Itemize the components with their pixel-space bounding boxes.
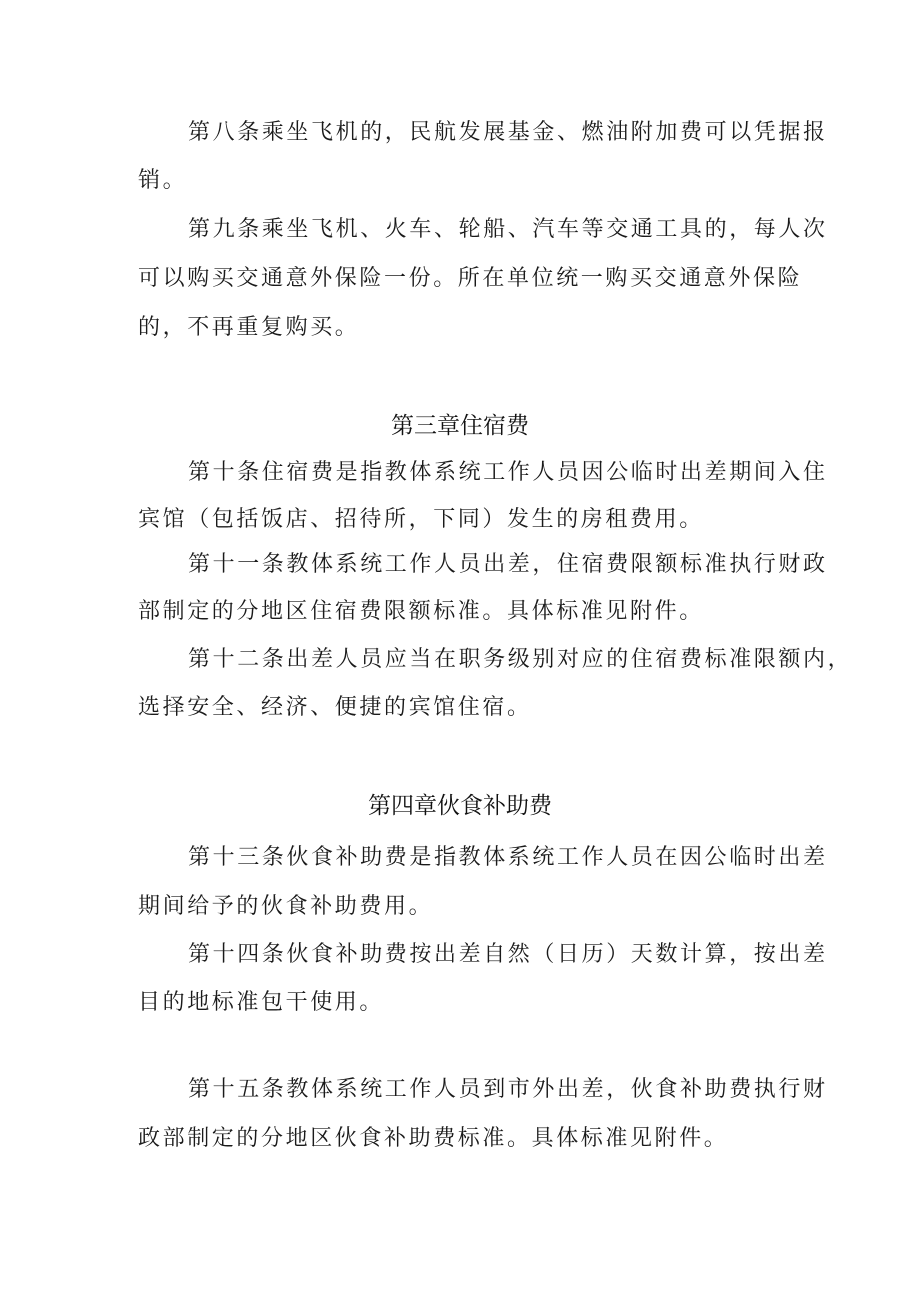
article-11-line-2: 部制定的分地区住宿费限额标准。具体标准见附件。 bbox=[138, 599, 704, 624]
article-15-line-2: 政部制定的分地区伙食补助费标准。具体标准见附件。 bbox=[138, 1126, 729, 1151]
article-15-line-1: 第十五条教体系统工作人员到市外出差，伙食补助费执行财 bbox=[188, 1077, 828, 1102]
chapter-3-title: 第三章住宿费 bbox=[391, 413, 529, 439]
article-9-line-1: 第九条乘坐飞机、火车、轮船、汽车等交通工具的，每人次 bbox=[188, 217, 828, 242]
chapter-4-title: 第四章伙食补助费 bbox=[368, 793, 552, 819]
article-14-line-1: 第十四条伙食补助费按出差自然（日历）天数计算，按出差 bbox=[188, 942, 828, 967]
article-8-line-2: 销。 bbox=[138, 168, 188, 193]
article-11-line-1: 第十一条教体系统工作人员出差，住宿费限额标准执行财政 bbox=[188, 552, 828, 577]
article-10-line-2: 宾馆（包括饭店、招待所，下同）发生的房租费用。 bbox=[138, 507, 704, 532]
article-10-line-1: 第十条住宿费是指教体系统工作人员因公临时出差期间入住 bbox=[188, 460, 828, 485]
article-13-line-2: 期间给予的伙食补助费用。 bbox=[138, 894, 434, 919]
article-12-line-1: 第十二条出差人员应当在职务级别对应的住宿费标准限额内， bbox=[188, 647, 853, 672]
article-12-line-2: 选择安全、经济、便捷的宾馆住宿。 bbox=[138, 695, 532, 720]
article-13-line-1: 第十三条伙食补助费是指教体系统工作人员在因公临时出差 bbox=[188, 845, 828, 870]
article-9-line-3: 的，不再重复购买。 bbox=[138, 315, 360, 340]
article-9-line-2: 可以购买交通意外保险一份。所在单位统一购买交通意外保险 bbox=[138, 266, 803, 291]
article-14-line-2: 目的地标准包干使用。 bbox=[138, 990, 385, 1015]
article-8-line-1: 第八条乘坐飞机的，民航发展基金、燃油附加费可以凭据报 bbox=[188, 120, 828, 145]
